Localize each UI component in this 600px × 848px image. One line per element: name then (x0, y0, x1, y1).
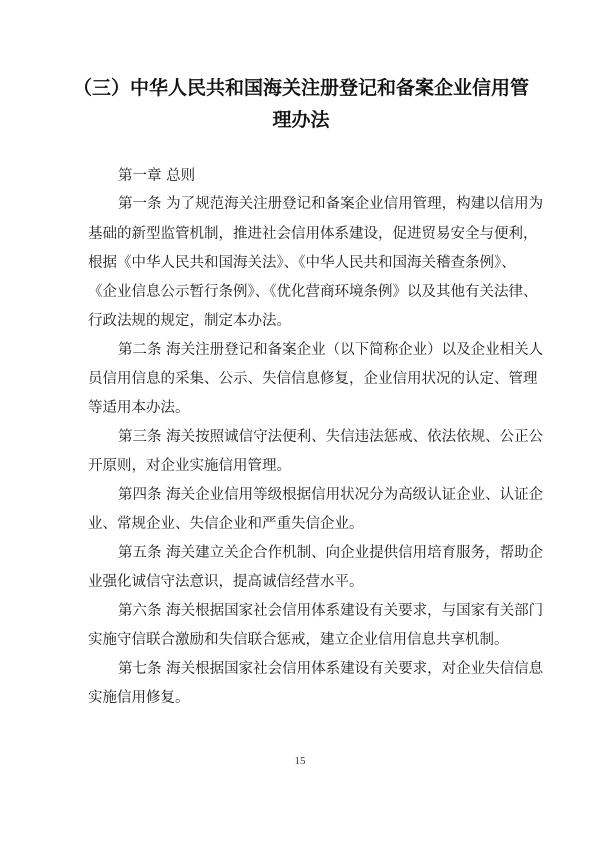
article-6-line-2: 实施守信联合激励和失信联合惩戒，建立企业信用信息共享机制。 (88, 632, 509, 648)
article-2-line-1: 第二条 海关注册登记和备案企业（以下简称企业）以及企业相关人 (118, 342, 544, 358)
article-4-line-2: 业、常规企业、失信企业和严重失信企业。 (88, 516, 364, 532)
article-1-line-5: 行政法规的规定，制定本办法。 (88, 313, 291, 329)
article-1-line-1: 第一条 为了规范海关注册登记和备案企业信用管理，构建以信用为 (118, 196, 544, 212)
article-1-line-4: 《企业信息公示暂行条例》、《优化营商环境条例》以及其他有关法律、 (88, 284, 538, 300)
article-6-line-1: 第六条 海关根据国家社会信用体系建设有关要求，与国家有关部门 (118, 603, 544, 619)
article-2-line-3: 等适用本办法。 (88, 400, 190, 416)
document-title-line-1: （三）中华人民共和国海关注册登记和备案企业信用管 (72, 77, 529, 99)
article-3-line-1: 第三条 海关按照诚信守法便利、失信违法惩戒、依法依规、公正公 (118, 429, 544, 445)
page-number: 15 (294, 755, 306, 767)
article-1-line-3: 根据《中华人民共和国海关法》、《中华人民共和国海关稽查条例》、 (88, 255, 516, 271)
document-title-line-2: 理办法 (272, 109, 330, 131)
article-7-line-1: 第七条 海关根据国家社会信用体系建设有关要求，对企业失信信息 (118, 661, 544, 677)
article-5-line-1: 第五条 海关建立关企合作机制、向企业提供信用培育服务，帮助企 (118, 545, 544, 561)
article-1-line-2: 基础的新型监管机制，推进社会信用体系建设，促进贸易安全与便利， (88, 226, 538, 242)
article-4-line-1: 第四条 海关企业信用等级根据信用状况分为高级认证企业、认证企 (118, 487, 544, 503)
chapter-heading: 第一章 总则 (118, 168, 196, 184)
article-2-line-2: 员信用信息的采集、公示、失信信息修复，企业信用状况的认定、管理 (88, 371, 538, 387)
article-7-line-2: 实施信用修复。 (88, 690, 190, 706)
article-3-line-2: 开原则，对企业实施信用管理。 (88, 458, 291, 474)
article-5-line-2: 业强化诚信守法意识，提高诚信经营水平。 (88, 574, 364, 590)
